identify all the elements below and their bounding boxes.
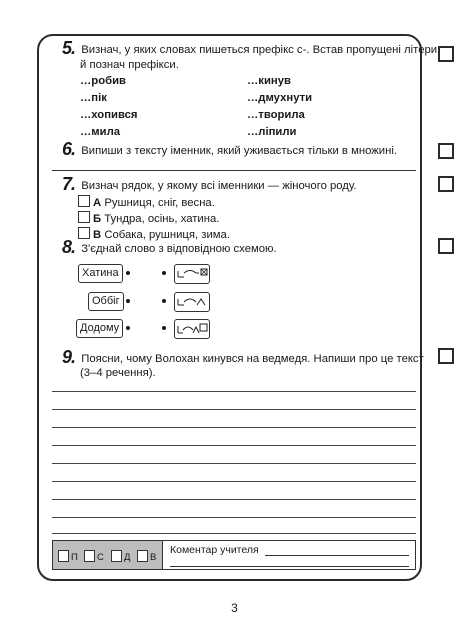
writing-line[interactable]: [52, 533, 416, 534]
task8-header: [62, 237, 277, 257]
grade-d[interactable]: [111, 550, 130, 563]
task5-header: [62, 38, 438, 58]
writing-line[interactable]: [52, 409, 416, 410]
grade-p-box[interactable]: [58, 550, 69, 562]
task5-word-left-4: …мила: [80, 126, 121, 138]
scheme-1-icon: [175, 265, 209, 283]
side-checkbox-task8[interactable]: [438, 238, 454, 254]
task5-word-left-2: …пік: [80, 92, 107, 104]
match-dot-left[interactable]: [126, 271, 130, 275]
task5-word-right-4: …ліпили: [247, 126, 297, 138]
option-b-text: Тундра, осінь, хатина.: [104, 213, 220, 225]
side-checkbox-task9[interactable]: [438, 348, 454, 364]
match-word-dodomu[interactable]: Додому: [76, 319, 123, 338]
task5-text-line2: й познач префікси.: [80, 59, 179, 71]
task5-word-left-3: …хопився: [80, 109, 138, 121]
task6-number: 6.: [62, 139, 76, 159]
task7-number: 7.: [62, 174, 76, 194]
page-number: 3: [231, 601, 238, 615]
writing-line[interactable]: [52, 427, 416, 428]
grade-p[interactable]: [58, 550, 78, 563]
match-dot-left[interactable]: [126, 326, 130, 330]
task5-word-right-1: …кинув: [247, 75, 291, 87]
teacher-comment-line-2[interactable]: [170, 566, 409, 567]
task5-word-right-3: …творила: [247, 109, 305, 121]
task8-text: З'єднай слово з відповідною схемою.: [81, 243, 277, 255]
side-checkbox-task5[interactable]: [438, 46, 454, 62]
writing-line[interactable]: [52, 499, 416, 500]
writing-line[interactable]: [52, 391, 416, 392]
option-c-checkbox[interactable]: [78, 227, 90, 239]
side-checkbox-task6[interactable]: [438, 143, 454, 159]
word-scheme-prefix-root-suffix[interactable]: [174, 292, 210, 312]
match-dot-right[interactable]: [162, 271, 166, 275]
word-scheme-prefix-root-suffix-ending[interactable]: [174, 319, 210, 339]
task7-header: [62, 174, 357, 194]
match-dot-right[interactable]: [162, 299, 166, 303]
side-checkbox-task7[interactable]: [438, 176, 454, 192]
task5-word-right-2: …дмухнути: [247, 92, 313, 104]
task5-word-left-1: …робив: [80, 75, 126, 87]
task9-text-line1: Поясни, чому Волохан кинувся на ведмедя. Напиши про це текст: [81, 353, 424, 365]
task5-text-line1: Визнач, у яких словах пишеться префікс с-. Встав пропущені літери: [81, 44, 438, 56]
grade-s-box[interactable]: [84, 550, 95, 562]
divider: [52, 170, 416, 171]
grade-cell: [53, 541, 163, 569]
grade-v[interactable]: [137, 550, 156, 563]
option-c-letter: В: [93, 229, 102, 241]
grade-s-label: С: [97, 552, 104, 563]
match-word-khatyna[interactable]: Хатина: [78, 264, 123, 283]
task6-text: Випиши з тексту іменник, який уживається тільки в множині.: [81, 145, 397, 157]
task7-option-c[interactable]: [78, 227, 230, 241]
grading-bar: [52, 540, 416, 570]
task9-header: [62, 347, 424, 367]
grade-s[interactable]: [84, 550, 104, 563]
task7-option-b[interactable]: [78, 211, 219, 225]
task8-number: 8.: [62, 237, 76, 257]
teacher-comment-label: Коментар учителя: [170, 544, 259, 556]
grade-d-label: Д: [124, 552, 131, 563]
match-word-obbig[interactable]: Оббіг: [88, 292, 124, 311]
grade-v-label: В: [150, 552, 157, 563]
teacher-comment-line-1[interactable]: [265, 555, 409, 556]
task7-text: Визнач рядок, у якому всі іменники — жіночого роду.: [81, 180, 357, 192]
match-dot-left[interactable]: [126, 299, 130, 303]
task7-option-a[interactable]: [78, 195, 215, 209]
option-b-letter: Б: [93, 213, 102, 225]
option-a-checkbox[interactable]: [78, 195, 90, 207]
task5-number: 5.: [62, 38, 76, 58]
writing-line[interactable]: [52, 481, 416, 482]
grade-p-label: П: [71, 552, 78, 563]
option-c-text: Собака, рушниця, зима.: [104, 229, 230, 241]
writing-line[interactable]: [52, 445, 416, 446]
option-a-text: Рушниця, сніг, весна.: [104, 197, 215, 209]
grade-v-box[interactable]: [137, 550, 148, 562]
match-dot-right[interactable]: [162, 326, 166, 330]
writing-line[interactable]: [52, 517, 416, 518]
task6-header: [62, 139, 397, 159]
writing-line[interactable]: [52, 463, 416, 464]
option-b-checkbox[interactable]: [78, 211, 90, 223]
grade-d-box[interactable]: [111, 550, 122, 562]
option-a-letter: А: [93, 197, 102, 209]
word-scheme-root-suffix-ending[interactable]: [174, 264, 210, 284]
task9-text-line2: (3–4 речення).: [80, 367, 156, 379]
scheme-3-icon: [175, 320, 209, 338]
task9-number: 9.: [62, 347, 76, 367]
scheme-2-icon: [175, 293, 209, 311]
